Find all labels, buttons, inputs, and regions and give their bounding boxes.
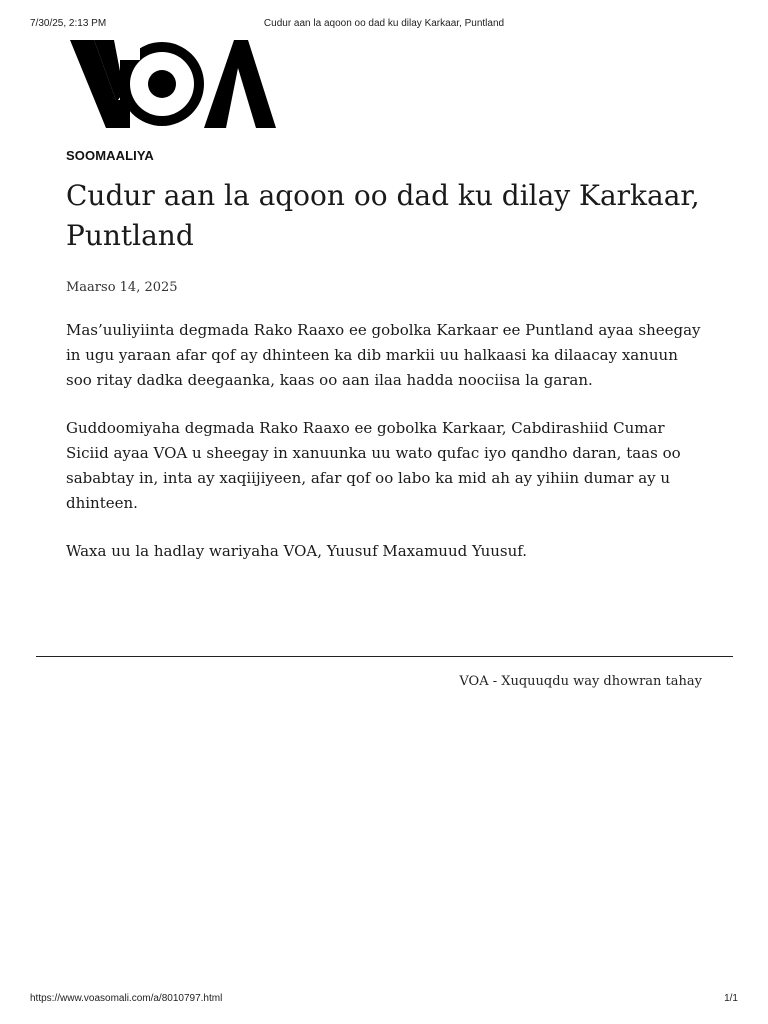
article-paragraph: Mas’uuliyiinta degmada Rako Raaxo ee gobolka Karkaar ee Puntland ayaa sheegay in ugu yaraan afar qof ay dhinteen ka dib markii uu halkaasi ka dilaacay xanuun soo ritay dadka deegaanka, kaas oo aan ilaa hadda noociisa la garan.	[66, 321, 701, 389]
footer-divider	[36, 656, 733, 657]
print-page-number: 1/1	[724, 993, 738, 1004]
article-paragraph: Guddoomiyaha degmada Rako Raaxo ee gobolka Karkaar, Cabdirashiid Cumar Siciid ayaa VOA u sheegay in xanuunka uu wato qufac iyo qandho daran, taas oo sababtay in, inta ay xaqiijiyeen, afar qof oo labo ka mid ah ay yihiin dumar ay u dhinteen.	[66, 419, 681, 512]
print-url: https://www.voasomali.com/a/8010797.html	[30, 993, 223, 1004]
print-header	[0, 18, 768, 32]
article-date: Maarso 14, 2025	[66, 280, 178, 295]
article-paragraph: Waxa uu la hadlay wariyaha VOA, Yuusuf Maxamuud Yuusuf.	[66, 542, 528, 560]
voa-logo	[70, 40, 276, 128]
copyright-notice: VOA - Xuquuqdu way dhowran tahay	[459, 674, 702, 689]
print-page-title: Cudur aan la aqoon oo dad ku dilay Karkaar, Puntland	[263, 18, 505, 29]
article-category[interactable]: SOOMAALIYA	[66, 148, 154, 163]
print-footer	[0, 993, 768, 1007]
article-body	[66, 318, 706, 587]
article-headline: Cudur aan la aqoon oo dad ku dilay Karkaar, Puntland	[66, 179, 700, 252]
print-datetime: 7/30/25, 2:13 PM	[30, 18, 107, 29]
